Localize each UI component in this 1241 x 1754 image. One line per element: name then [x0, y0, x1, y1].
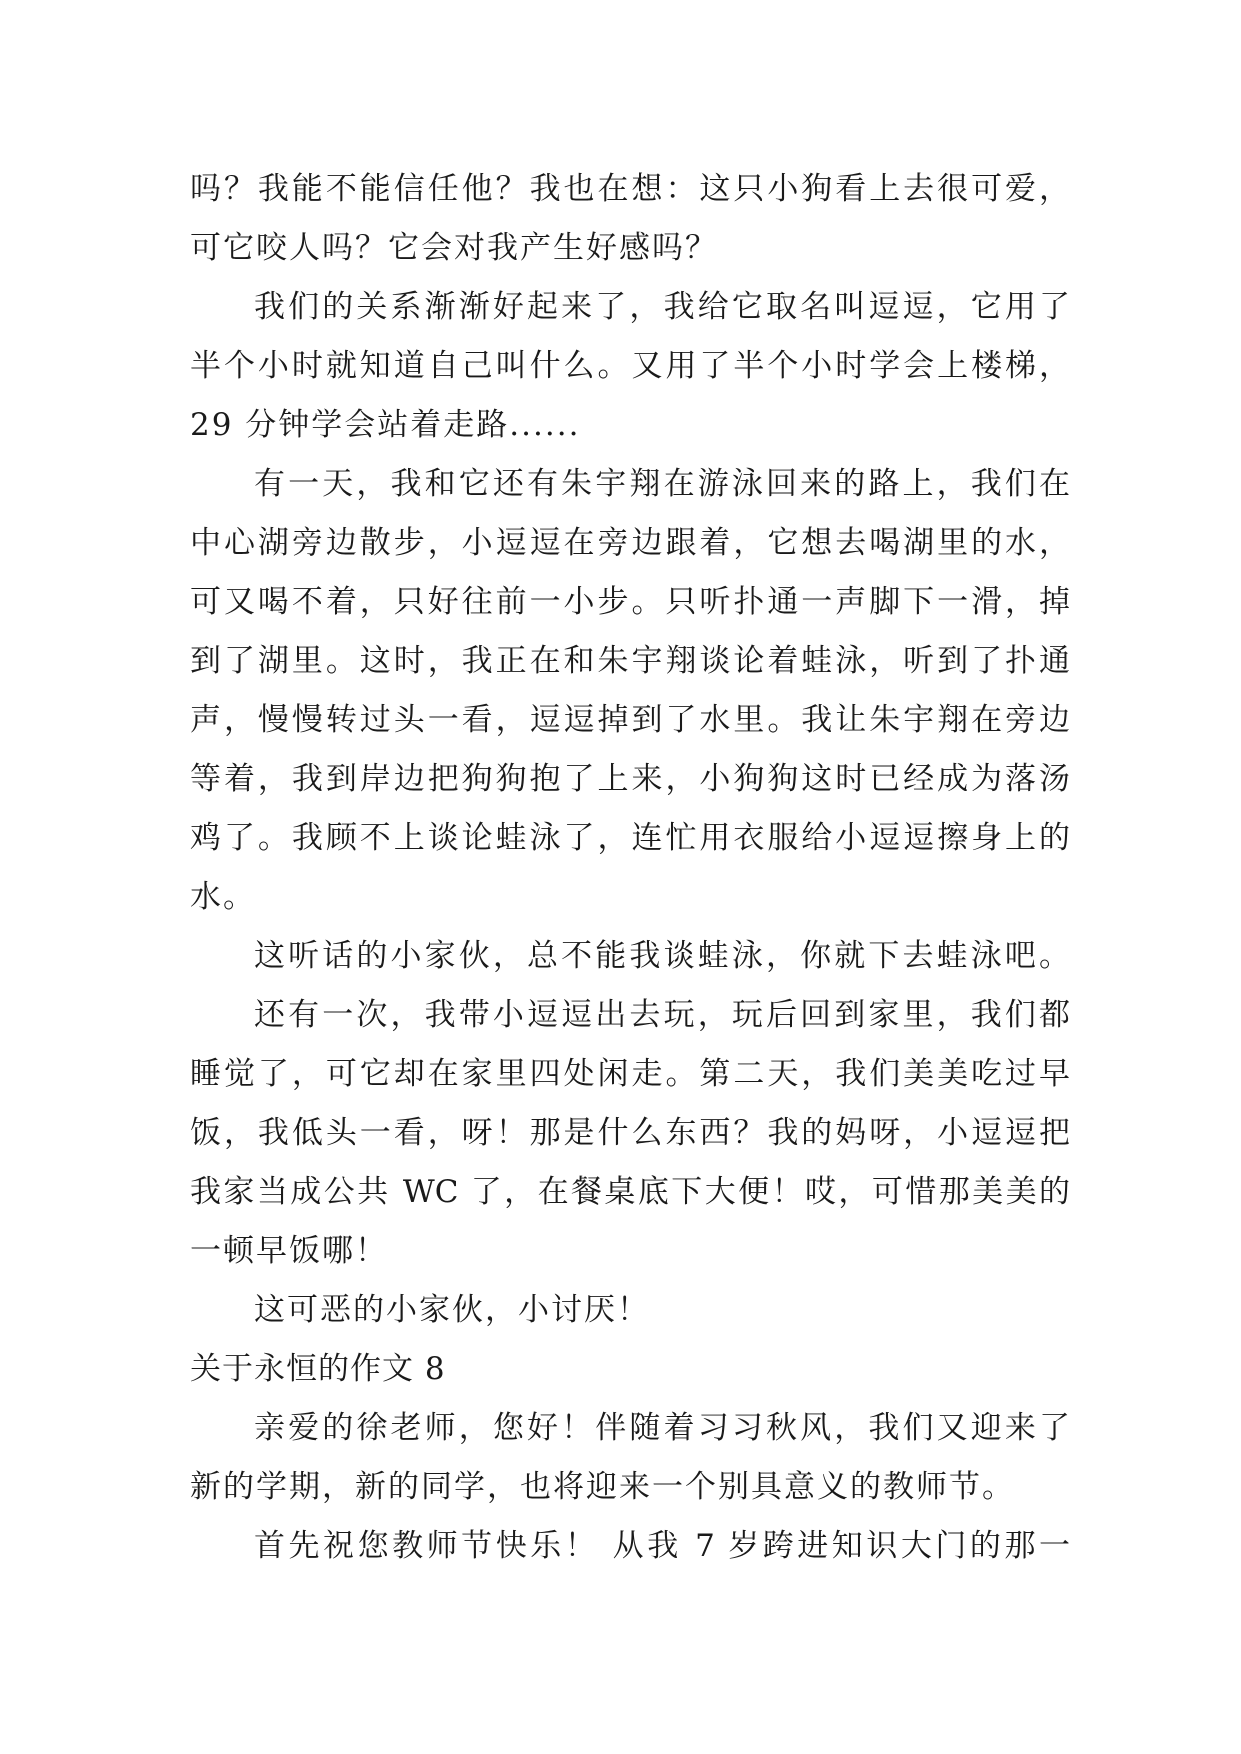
text-line: 一顿早饭哪！: [190, 1233, 388, 1269]
text-line: 到了湖里。这时，我正在和朱宇翔谈论着蛙泳，听到了扑通: [190, 643, 1070, 679]
section-heading: 关于永恒的作文 8: [190, 1351, 446, 1387]
paragraph-start: 首先祝您教师节快乐！ 从我 7 岁跨进知识大门的那一: [254, 1528, 1070, 1564]
paragraph-start: 我们的关系渐渐好起来了，我给它取名叫逗逗，它用了: [254, 289, 1070, 325]
text-line: 我家当成公共 WC 了，在餐桌底下大便！哎，可惜那美美的: [190, 1174, 1070, 1210]
text-line: 声，慢慢转过头一看，逗逗掉到了水里。我让朱宇翔在旁边: [190, 702, 1070, 738]
paragraph-start: 还有一次，我带小逗逗出去玩，玩后回到家里，我们都: [254, 997, 1070, 1033]
text-line: 半个小时就知道自己叫什么。又用了半个小时学会上楼梯，: [190, 348, 1070, 384]
text-line: 睡觉了，可它却在家里四处闲走。第二天，我们美美吃过早: [190, 1056, 1070, 1092]
paragraph-start: 这听话的小家伙，总不能我谈蛙泳，你就下去蛙泳吧。: [254, 938, 1070, 974]
text-line: 饭，我低头一看，呀！那是什么东西？我的妈呀，小逗逗把: [190, 1115, 1070, 1151]
text-line: 中心湖旁边散步，小逗逗在旁边跟着，它想去喝湖里的水，: [190, 525, 1070, 561]
text-line: 可它咬人吗？它会对我产生好感吗？: [190, 230, 718, 266]
text-line: 可又喝不着，只好往前一小步。只听扑通一声脚下一滑，掉: [190, 584, 1070, 620]
text-line: 吗？我能不能信任他？我也在想：这只小狗看上去很可爱，: [190, 171, 1070, 207]
text-line: 29 分钟学会站着走路......: [190, 407, 581, 443]
paragraph-start: 亲爱的徐老师，您好！伴随着习习秋风，我们又迎来了: [254, 1410, 1070, 1446]
text-line: 水。: [190, 879, 256, 915]
text-line: 等着，我到岸边把狗狗抱了上来，小狗狗这时已经成为落汤: [190, 761, 1070, 797]
essay-body: [190, 160, 1070, 1576]
paragraph-start: 有一天，我和它还有朱宇翔在游泳回来的路上，我们在: [254, 466, 1070, 502]
paragraph-start: 这可恶的小家伙，小讨厌！: [254, 1292, 650, 1328]
text-line: 鸡了。我顾不上谈论蛙泳了，连忙用衣服给小逗逗擦身上的: [190, 820, 1070, 856]
text-line: 新的学期，新的同学，也将迎来一个别具意义的教师节。: [190, 1469, 1015, 1505]
